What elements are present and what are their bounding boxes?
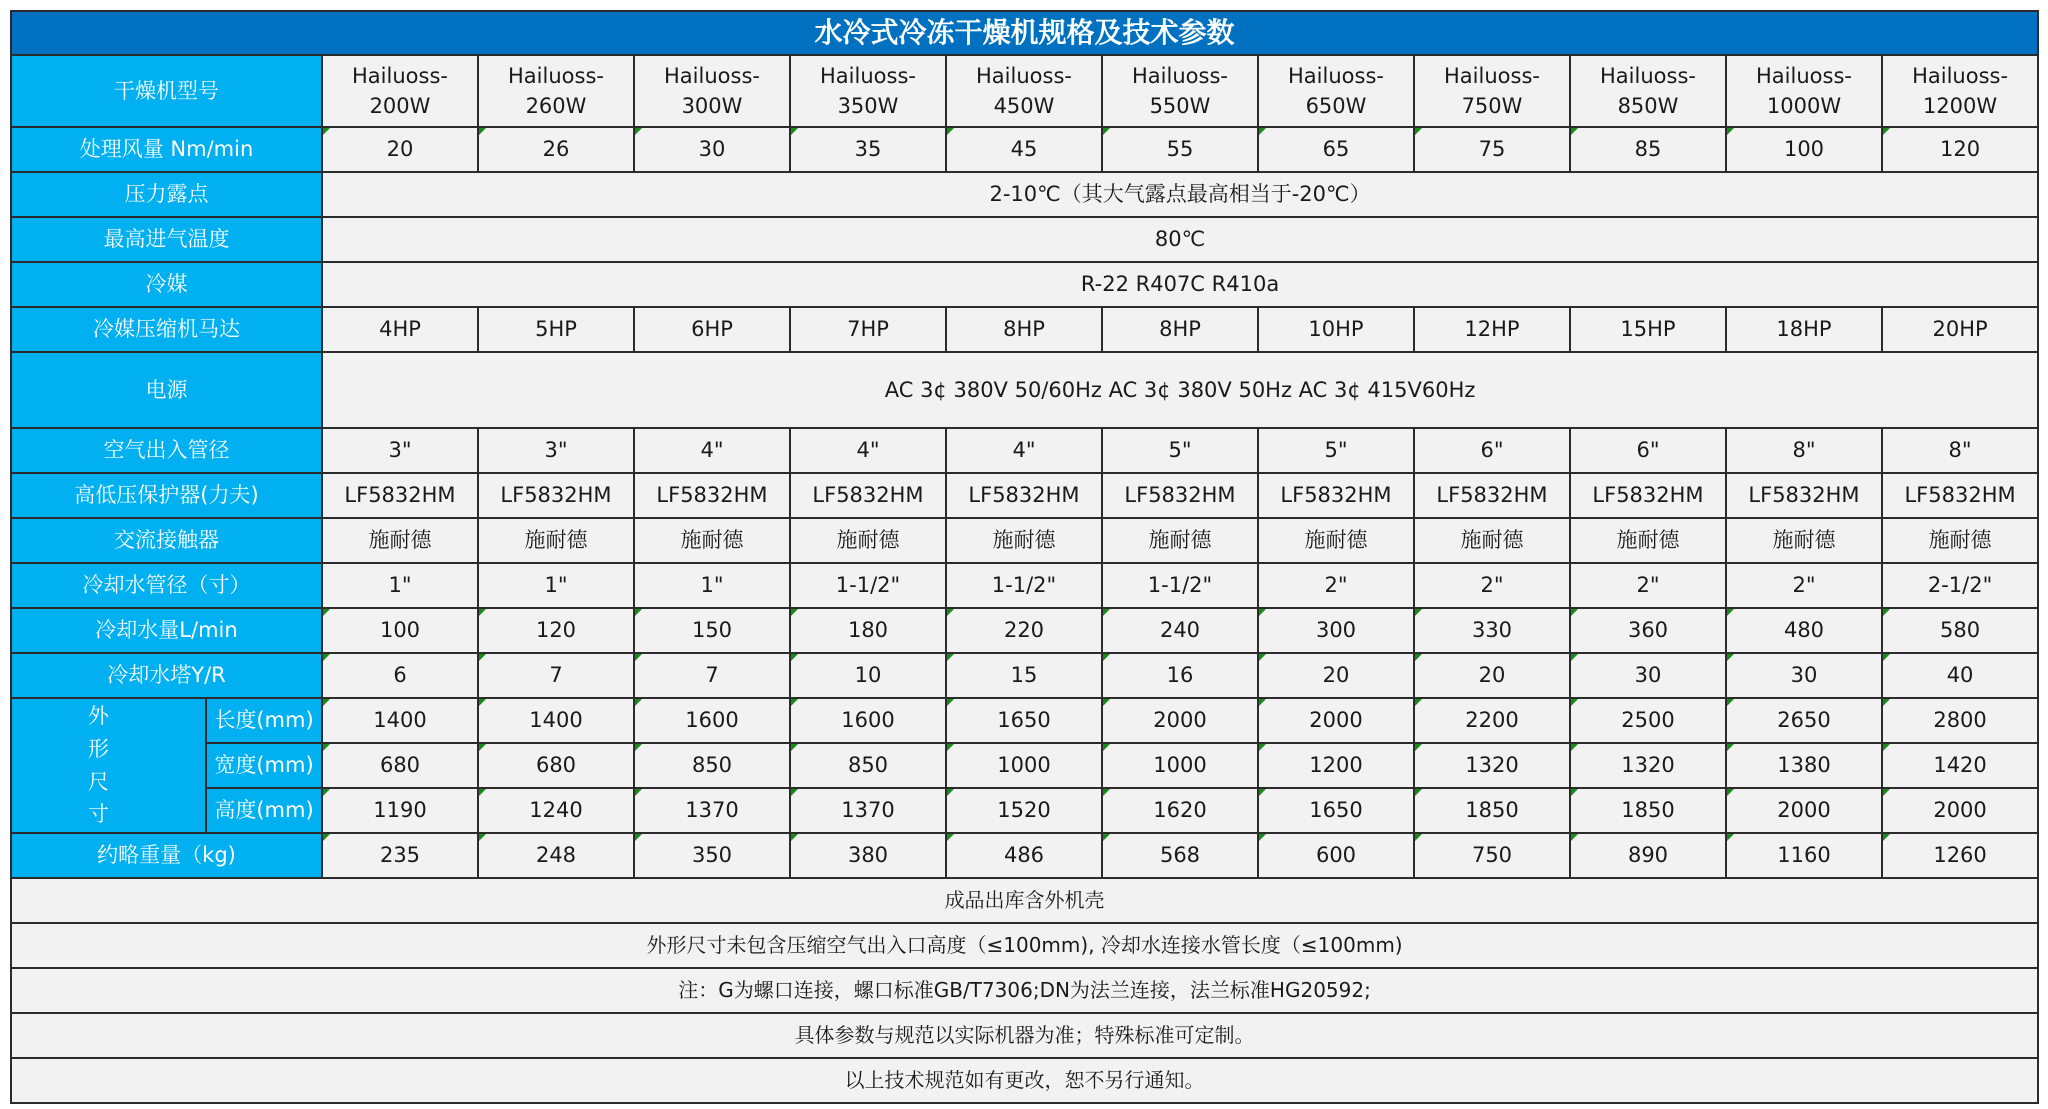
model-name-line1: Hailuoss- bbox=[1288, 63, 1384, 88]
table-row bbox=[11, 653, 2038, 698]
max-inlet-temp-value: 80℃ bbox=[322, 217, 2038, 262]
model-cell bbox=[1102, 55, 1258, 127]
table-title: 水冷式冷冻干燥机规格及技术参数 bbox=[11, 11, 2038, 55]
model-name-line2: 650W bbox=[1305, 94, 1367, 118]
table-row bbox=[11, 698, 2038, 743]
compressor-cell: 12HP bbox=[1414, 307, 1570, 352]
label-water-pipe: 冷却水管径（寸） bbox=[11, 563, 322, 608]
protector-cell: LF5832HM bbox=[1414, 473, 1570, 518]
contactor-cell: 施耐德 bbox=[790, 518, 946, 563]
weight-cell: 248 bbox=[478, 833, 634, 878]
table-row bbox=[11, 352, 2038, 428]
model-name-line2: 450W bbox=[993, 94, 1055, 118]
tower-cell: 30 bbox=[1570, 653, 1726, 698]
tower-cell: 16 bbox=[1102, 653, 1258, 698]
water-flow-cell: 220 bbox=[946, 608, 1102, 653]
table-row bbox=[11, 563, 2038, 608]
compressor-cell: 20HP bbox=[1882, 307, 2038, 352]
water-flow-cell: 580 bbox=[1882, 608, 2038, 653]
length-cell: 2200 bbox=[1414, 698, 1570, 743]
airflow-cell: 100 bbox=[1726, 127, 1882, 172]
contactor-cell: 施耐德 bbox=[1570, 518, 1726, 563]
airflow-cell: 55 bbox=[1102, 127, 1258, 172]
water-pipe-cell: 1" bbox=[634, 563, 790, 608]
air-pipe-cell: 4" bbox=[790, 428, 946, 473]
compressor-cell: 5HP bbox=[478, 307, 634, 352]
weight-cell: 890 bbox=[1570, 833, 1726, 878]
length-cell: 1650 bbox=[946, 698, 1102, 743]
contactor-cell: 施耐德 bbox=[1102, 518, 1258, 563]
height-cell: 1850 bbox=[1414, 788, 1570, 833]
protector-cell: LF5832HM bbox=[1882, 473, 2038, 518]
air-pipe-cell: 5" bbox=[1102, 428, 1258, 473]
water-pipe-cell: 1-1/2" bbox=[946, 563, 1102, 608]
model-name-line1: Hailuoss- bbox=[1132, 63, 1228, 88]
model-name-line2: 750W bbox=[1461, 94, 1523, 118]
length-cell: 2500 bbox=[1570, 698, 1726, 743]
contactor-cell: 施耐德 bbox=[634, 518, 790, 563]
length-cell: 1600 bbox=[634, 698, 790, 743]
water-flow-cell: 330 bbox=[1414, 608, 1570, 653]
tower-cell: 40 bbox=[1882, 653, 2038, 698]
label-max-inlet-temp: 最高进气温度 bbox=[11, 217, 322, 262]
label-water-flow: 冷却水量L/min bbox=[11, 608, 322, 653]
refrigerant-value: R-22 R407C R410a bbox=[322, 262, 2038, 307]
dimensions-group-char: 形 bbox=[88, 736, 109, 761]
contactor-cell: 施耐德 bbox=[1258, 518, 1414, 563]
tower-cell: 10 bbox=[790, 653, 946, 698]
height-cell: 1240 bbox=[478, 788, 634, 833]
label-refrigerant: 冷媒 bbox=[11, 262, 322, 307]
water-pipe-cell: 2" bbox=[1726, 563, 1882, 608]
model-cell bbox=[1570, 55, 1726, 127]
model-name-line2: 850W bbox=[1617, 94, 1679, 118]
model-cell bbox=[478, 55, 634, 127]
table-row bbox=[11, 307, 2038, 352]
spec-sheet bbox=[10, 10, 2037, 1104]
label-weight: 约略重量（kg) bbox=[11, 833, 322, 878]
label-dew-point: 压力露点 bbox=[11, 172, 322, 217]
model-name-line1: Hailuoss- bbox=[1444, 63, 1540, 88]
weight-cell: 350 bbox=[634, 833, 790, 878]
dew-point-value: 2-10℃（其大气露点最高相当于-20℃） bbox=[322, 172, 2038, 217]
contactor-cell: 施耐德 bbox=[1882, 518, 2038, 563]
length-cell: 1400 bbox=[478, 698, 634, 743]
weight-cell: 600 bbox=[1258, 833, 1414, 878]
table-row bbox=[11, 923, 2038, 968]
model-name-line2: 200W bbox=[369, 94, 431, 118]
model-name-line1: Hailuoss- bbox=[352, 63, 448, 88]
water-flow-cell: 180 bbox=[790, 608, 946, 653]
water-pipe-cell: 1-1/2" bbox=[1102, 563, 1258, 608]
table-row bbox=[11, 217, 2038, 262]
table-row bbox=[11, 1058, 2038, 1103]
contactor-cell: 施耐德 bbox=[946, 518, 1102, 563]
model-name-line1: Hailuoss- bbox=[508, 63, 604, 88]
tower-cell: 20 bbox=[1258, 653, 1414, 698]
water-flow-cell: 480 bbox=[1726, 608, 1882, 653]
air-pipe-cell: 3" bbox=[478, 428, 634, 473]
label-airflow: 处理风量 Nm/min bbox=[11, 127, 322, 172]
protector-cell: LF5832HM bbox=[946, 473, 1102, 518]
tower-cell: 7 bbox=[478, 653, 634, 698]
water-pipe-cell: 1-1/2" bbox=[790, 563, 946, 608]
model-name-line1: Hailuoss- bbox=[820, 63, 916, 88]
water-pipe-cell: 2" bbox=[1258, 563, 1414, 608]
width-cell: 1000 bbox=[1102, 743, 1258, 788]
protector-cell: LF5832HM bbox=[1258, 473, 1414, 518]
width-cell: 1380 bbox=[1726, 743, 1882, 788]
compressor-cell: 8HP bbox=[946, 307, 1102, 352]
length-cell: 1600 bbox=[790, 698, 946, 743]
table-row bbox=[11, 428, 2038, 473]
height-cell: 2000 bbox=[1882, 788, 2038, 833]
compressor-cell: 8HP bbox=[1102, 307, 1258, 352]
model-name-line1: Hailuoss- bbox=[1600, 63, 1696, 88]
airflow-cell: 20 bbox=[322, 127, 478, 172]
label-width: 宽度(mm) bbox=[206, 743, 322, 788]
model-cell bbox=[790, 55, 946, 127]
model-name-line1: Hailuoss- bbox=[976, 63, 1072, 88]
water-flow-cell: 360 bbox=[1570, 608, 1726, 653]
model-name-line2: 300W bbox=[681, 94, 743, 118]
width-cell: 850 bbox=[790, 743, 946, 788]
tower-cell: 30 bbox=[1726, 653, 1882, 698]
height-cell: 1190 bbox=[322, 788, 478, 833]
table-row bbox=[11, 788, 2038, 833]
length-cell: 2650 bbox=[1726, 698, 1882, 743]
weight-cell: 1160 bbox=[1726, 833, 1882, 878]
label-compressor: 冷媒压缩机马达 bbox=[11, 307, 322, 352]
height-cell: 1850 bbox=[1570, 788, 1726, 833]
dimensions-group-char: 寸 bbox=[88, 802, 109, 827]
table-row bbox=[11, 127, 2038, 172]
protector-cell: LF5832HM bbox=[1102, 473, 1258, 518]
weight-cell: 1260 bbox=[1882, 833, 2038, 878]
contactor-cell: 施耐德 bbox=[1414, 518, 1570, 563]
label-height: 高度(mm) bbox=[206, 788, 322, 833]
width-cell: 680 bbox=[322, 743, 478, 788]
airflow-cell: 75 bbox=[1414, 127, 1570, 172]
model-name-line1: Hailuoss- bbox=[1912, 63, 2009, 88]
protector-cell: LF5832HM bbox=[790, 473, 946, 518]
air-pipe-cell: 3" bbox=[322, 428, 478, 473]
airflow-cell: 30 bbox=[634, 127, 790, 172]
label-dimensions-group bbox=[11, 698, 206, 833]
footnote: 以上技术规范如有更改，恕不另行通知。 bbox=[11, 1058, 2038, 1103]
compressor-cell: 15HP bbox=[1570, 307, 1726, 352]
table-row bbox=[11, 878, 2038, 923]
footnote: 成品出库含外机壳 bbox=[11, 878, 2038, 923]
water-flow-cell: 120 bbox=[478, 608, 634, 653]
label-contactor: 交流接触器 bbox=[11, 518, 322, 563]
model-cell bbox=[1726, 55, 1882, 127]
model-name-line2: 350W bbox=[837, 94, 899, 118]
airflow-cell: 85 bbox=[1570, 127, 1726, 172]
air-pipe-cell: 6" bbox=[1570, 428, 1726, 473]
contactor-cell: 施耐德 bbox=[478, 518, 634, 563]
weight-cell: 380 bbox=[790, 833, 946, 878]
water-pipe-cell: 2" bbox=[1570, 563, 1726, 608]
model-name-line2: 1200W bbox=[1922, 94, 1998, 118]
water-pipe-cell: 1" bbox=[322, 563, 478, 608]
table-row bbox=[11, 968, 2038, 1013]
length-cell: 1400 bbox=[322, 698, 478, 743]
weight-cell: 235 bbox=[322, 833, 478, 878]
water-pipe-cell: 2" bbox=[1414, 563, 1570, 608]
height-cell: 1620 bbox=[1102, 788, 1258, 833]
contactor-cell: 施耐德 bbox=[322, 518, 478, 563]
model-cell bbox=[1414, 55, 1570, 127]
air-pipe-cell: 4" bbox=[946, 428, 1102, 473]
protector-cell: LF5832HM bbox=[1570, 473, 1726, 518]
label-power: 电源 bbox=[11, 352, 322, 428]
airflow-cell: 45 bbox=[946, 127, 1102, 172]
weight-cell: 486 bbox=[946, 833, 1102, 878]
dimensions-group-char: 外 bbox=[88, 704, 109, 729]
water-flow-cell: 300 bbox=[1258, 608, 1414, 653]
table-row bbox=[11, 172, 2038, 217]
air-pipe-cell: 8" bbox=[1882, 428, 2038, 473]
dimensions-group-char: 尺 bbox=[88, 769, 109, 794]
air-pipe-cell: 8" bbox=[1726, 428, 1882, 473]
model-name-line2: 550W bbox=[1149, 94, 1211, 118]
model-cell bbox=[322, 55, 478, 127]
airflow-cell: 120 bbox=[1882, 127, 2038, 172]
water-flow-cell: 240 bbox=[1102, 608, 1258, 653]
model-cell bbox=[1882, 55, 2038, 127]
width-cell: 1200 bbox=[1258, 743, 1414, 788]
width-cell: 1000 bbox=[946, 743, 1102, 788]
table-row bbox=[11, 473, 2038, 518]
tower-cell: 7 bbox=[634, 653, 790, 698]
tower-cell: 6 bbox=[322, 653, 478, 698]
model-name-line1: Hailuoss- bbox=[664, 63, 760, 88]
compressor-cell: 18HP bbox=[1726, 307, 1882, 352]
width-cell: 1320 bbox=[1414, 743, 1570, 788]
airflow-cell: 26 bbox=[478, 127, 634, 172]
tower-cell: 15 bbox=[946, 653, 1102, 698]
label-protector: 高低压保护器(力夫) bbox=[11, 473, 322, 518]
compressor-cell: 6HP bbox=[634, 307, 790, 352]
contactor-cell: 施耐德 bbox=[1726, 518, 1882, 563]
label-tower: 冷却水塔Y/R bbox=[11, 653, 322, 698]
protector-cell: LF5832HM bbox=[634, 473, 790, 518]
length-cell: 2000 bbox=[1258, 698, 1414, 743]
footnote: 外形尺寸未包含压缩空气出入口高度（≤100mm), 冷却水连接水管长度（≤100mm) bbox=[11, 923, 2038, 968]
model-cell bbox=[1258, 55, 1414, 127]
table-row bbox=[11, 743, 2038, 788]
weight-cell: 750 bbox=[1414, 833, 1570, 878]
air-pipe-cell: 5" bbox=[1258, 428, 1414, 473]
footnote: 注：G为螺口连接，螺口标准GB/T7306;DN为法兰连接，法兰标准HG20592; bbox=[11, 968, 2038, 1013]
table-row bbox=[11, 1013, 2038, 1058]
table-row bbox=[11, 833, 2038, 878]
length-cell: 2000 bbox=[1102, 698, 1258, 743]
model-cell bbox=[946, 55, 1102, 127]
protector-cell: LF5832HM bbox=[322, 473, 478, 518]
width-cell: 1320 bbox=[1570, 743, 1726, 788]
airflow-cell: 65 bbox=[1258, 127, 1414, 172]
air-pipe-cell: 6" bbox=[1414, 428, 1570, 473]
water-flow-cell: 150 bbox=[634, 608, 790, 653]
model-name-line1: Hailuoss- bbox=[1756, 63, 1852, 88]
label-air-pipe: 空气出入管径 bbox=[11, 428, 322, 473]
protector-cell: LF5832HM bbox=[1726, 473, 1882, 518]
height-cell: 2000 bbox=[1726, 788, 1882, 833]
compressor-cell: 7HP bbox=[790, 307, 946, 352]
protector-cell: LF5832HM bbox=[478, 473, 634, 518]
height-cell: 1520 bbox=[946, 788, 1102, 833]
width-cell: 1420 bbox=[1882, 743, 2038, 788]
spec-table bbox=[10, 10, 2039, 1104]
model-cell bbox=[634, 55, 790, 127]
table-row bbox=[11, 262, 2038, 307]
model-name-line2: 260W bbox=[525, 94, 587, 118]
air-pipe-cell: 4" bbox=[634, 428, 790, 473]
compressor-cell: 10HP bbox=[1258, 307, 1414, 352]
width-cell: 850 bbox=[634, 743, 790, 788]
table-row bbox=[11, 608, 2038, 653]
label-length: 长度(mm) bbox=[206, 698, 322, 743]
water-pipe-cell: 2-1/2" bbox=[1882, 563, 2038, 608]
length-cell: 2800 bbox=[1882, 698, 2038, 743]
model-name-line2: 1000W bbox=[1766, 94, 1842, 118]
compressor-cell: 4HP bbox=[322, 307, 478, 352]
water-pipe-cell: 1" bbox=[478, 563, 634, 608]
water-flow-cell: 100 bbox=[322, 608, 478, 653]
height-cell: 1370 bbox=[790, 788, 946, 833]
table-row bbox=[11, 55, 2038, 127]
width-cell: 680 bbox=[478, 743, 634, 788]
airflow-cell: 35 bbox=[790, 127, 946, 172]
footnote: 具体参数与规范以实际机器为准；特殊标准可定制。 bbox=[11, 1013, 2038, 1058]
tower-cell: 20 bbox=[1414, 653, 1570, 698]
height-cell: 1650 bbox=[1258, 788, 1414, 833]
label-model: 干燥机型号 bbox=[11, 55, 322, 127]
height-cell: 1370 bbox=[634, 788, 790, 833]
table-row bbox=[11, 518, 2038, 563]
power-value: AC 3¢ 380V 50/60Hz AC 3¢ 380V 50Hz AC 3¢ 415V60Hz bbox=[322, 352, 2038, 428]
weight-cell: 568 bbox=[1102, 833, 1258, 878]
